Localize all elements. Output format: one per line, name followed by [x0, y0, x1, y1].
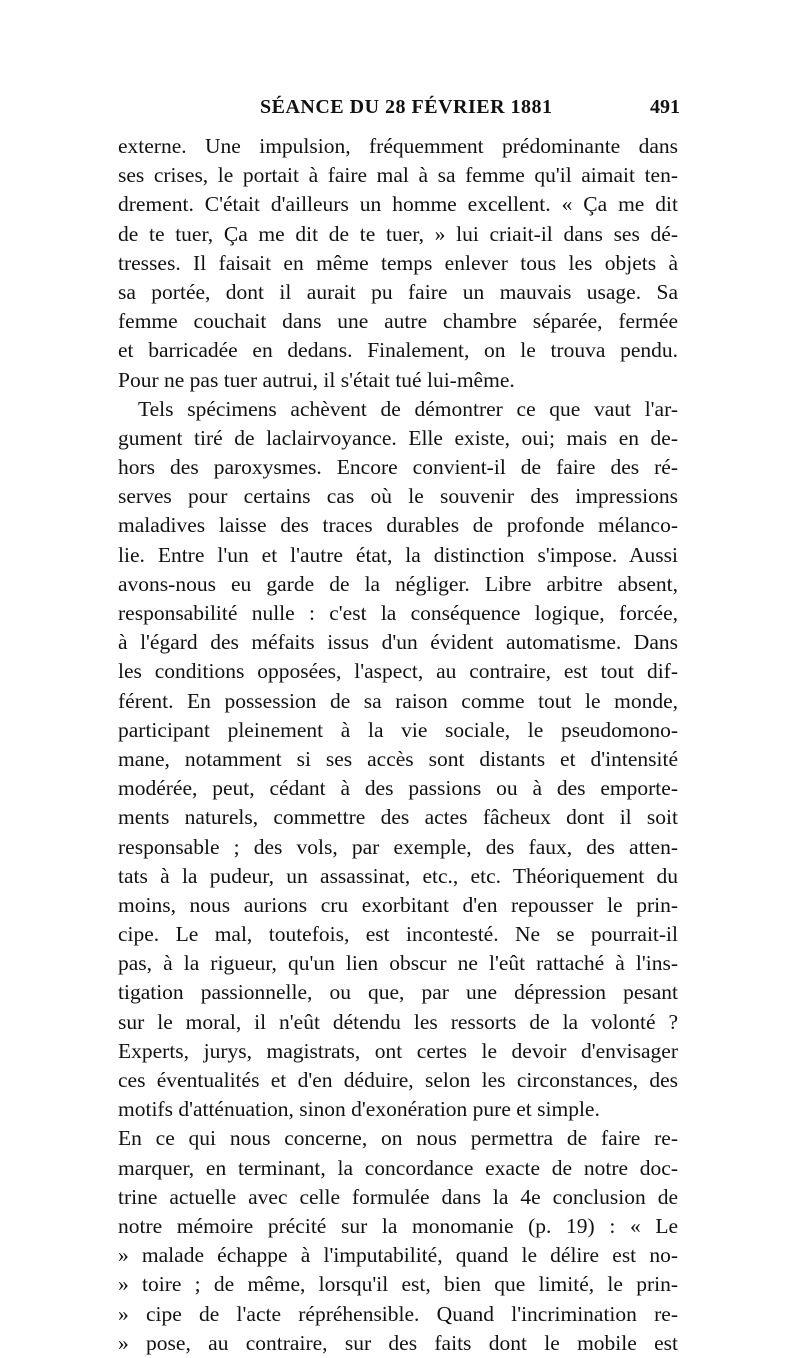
text-line: mane, notamment si ses accès sont distants et d'intensité	[118, 746, 678, 771]
text-line: cipe. Le mal, toutefois, est incontesté. Ne se pourrait-il	[118, 922, 678, 947]
text-line: tats à la pudeur, un assassinat, etc., etc. Théoriquement du	[118, 863, 678, 888]
text-line: drement. C'était d'ailleurs un homme excellent. « Ça me dit	[118, 192, 678, 217]
text-line: pas, à la rigueur, qu'un lien obscur ne l'eût rattaché à l'ins-	[118, 951, 678, 976]
text-line: avons-nous eu garde de la négliger. Libre arbitre absent,	[118, 571, 678, 596]
text-line: tresses. Il faisait en même temps enlever tous les objets à	[118, 250, 678, 275]
text-line: responsable ; des vols, par exemple, des faux, des atten-	[118, 834, 678, 859]
body-text	[118, 132, 678, 1358]
text-line: de te tuer, Ça me dit de te tuer, » lui criait-il dans ses dé-	[118, 221, 678, 246]
text-line: et barricadée en dedans. Finalement, on le trouva pendu.	[118, 338, 678, 363]
text-line: serves pour certains cas où le souvenir des impressions	[118, 484, 678, 509]
text-line: à l'égard des méfaits issus d'un évident automatisme. Dans	[118, 630, 678, 655]
text-line: moins, nous aurions cru exorbitant d'en repousser le prin-	[118, 892, 678, 917]
text-line: trine actuelle avec celle formulée dans la 4e conclusion de	[118, 1184, 678, 1209]
text-line: » malade échappe à l'imputabilité, quand le délire est no-	[118, 1243, 678, 1268]
text-line: tigation passionnelle, ou que, par une dépression pesant	[118, 980, 678, 1005]
text-line: participant pleinement à la vie sociale, le pseudomono-	[118, 717, 678, 742]
text-line: » toire ; de même, lorsqu'il est, bien que limité, le prin-	[118, 1272, 678, 1297]
text-line: notre mémoire précité sur la monomanie (p. 19) : « Le	[118, 1213, 678, 1238]
text-line: » cipe de l'acte répréhensible. Quand l'incrimination re-	[118, 1301, 678, 1326]
text-line: sur le moral, il n'eût détendu les ressorts de la volonté ?	[118, 1009, 678, 1034]
paragraph-start-line: Tels spécimens achèvent de démontrer ce que vaut l'ar-	[138, 396, 678, 421]
text-line: marquer, en terminant, la concordance exacte de notre doc-	[118, 1155, 678, 1180]
text-line: les conditions opposées, l'aspect, au contraire, est tout dif-	[118, 659, 678, 684]
text-line: En ce qui nous concerne, on nous permettra de faire re-	[118, 1126, 678, 1151]
text-line: sa portée, dont il aurait pu faire un mauvais usage. Sa	[118, 279, 678, 304]
text-line: lie. Entre l'un et l'autre état, la distinction s'impose. Aussi	[118, 542, 678, 567]
text-line: ses crises, le portait à faire mal à sa femme qu'il aimait ten-	[118, 163, 678, 188]
text-line: motifs d'atténuation, sinon d'exonération pure et simple.	[118, 1097, 600, 1122]
text-line: modérée, peut, cédant à des passions ou à des emporte-	[118, 776, 678, 801]
text-line: Pour ne pas tuer autrui, il s'était tué lui-même.	[118, 367, 515, 392]
text-line: responsabilité nulle : c'est la conséquence logique, forcée,	[118, 601, 678, 625]
text-line: ments naturels, commettre des actes fâcheux dont il soit	[118, 805, 678, 830]
text-line: maladives laisse des traces durables de profonde mélanco-	[118, 513, 678, 538]
running-title: SÉANCE DU 28 FÉVRIER 1881	[260, 96, 553, 118]
text-line: férent. En possession de sa raison comme tout le monde,	[118, 688, 678, 713]
text-line: gument tiré de laclairvoyance. Elle existe, oui; mais en de-	[118, 425, 678, 450]
text-line: » pose, au contraire, sur des faits dont le mobile est	[118, 1330, 678, 1355]
text-line: Experts, jurys, magistrats, ont certes le devoir d'envisager	[118, 1038, 678, 1063]
text-line: femme couchait dans une autre chambre séparée, fermée	[118, 309, 678, 334]
text-line: ces éventualités et d'en déduire, selon les circonstances, des	[118, 1068, 678, 1092]
text-line: hors des paroxysmes. Encore convient-il de faire des ré-	[118, 455, 678, 480]
page-number: 491	[650, 96, 680, 118]
text-line: externe. Une impulsion, fréquemment prédominante dans	[118, 134, 678, 158]
running-head	[120, 96, 680, 126]
